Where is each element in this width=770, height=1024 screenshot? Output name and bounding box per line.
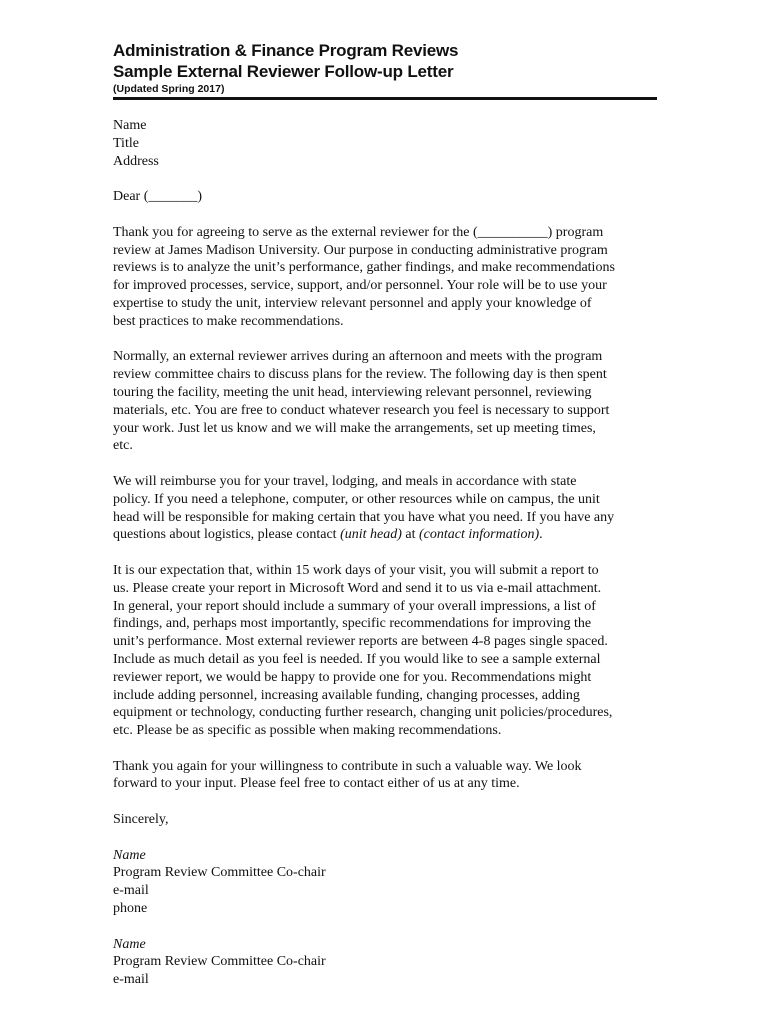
paragraph-3 (113, 473, 673, 544)
paragraph-line: Thank you again for your willingness to contribute in such a valuable way. We look (113, 758, 582, 774)
paragraph-line: include adding personnel, increasing available funding, changing processes, adding (113, 687, 580, 703)
paragraph-line (113, 526, 673, 544)
closing: Sincerely, (113, 812, 169, 828)
paragraph-line: In general, your report should include a summary of your overall impressions, a list of (113, 598, 596, 614)
document-header (113, 40, 657, 100)
signer-name: Name (113, 936, 146, 952)
header-updated-note: (Updated Spring 2017) (113, 83, 225, 95)
paragraph-4 (113, 562, 673, 740)
signer-phone: phone (113, 901, 148, 917)
unit-head-placeholder: (unit head) (340, 527, 402, 543)
recipient-address-block (113, 117, 673, 170)
paragraph-line: Thank you for agreeing to serve as the external reviewer for the (__________) program (113, 224, 604, 240)
paragraph-line: expertise to study the unit, interview relevant personnel and apply your knowledge of (113, 295, 592, 311)
signer-name: Name (113, 847, 146, 863)
paragraph-line: Normally, an external reviewer arrives during an afternoon and meets with the program (113, 349, 603, 365)
recipient-name: Name (113, 118, 147, 133)
contact-information-placeholder: (contact information) (419, 527, 540, 543)
paragraph-line: equipment or technology, conducting further research, changing unit policies/procedures, (113, 705, 613, 721)
paragraph-2 (113, 348, 673, 455)
paragraph-line: your work. Just let us know and we will make the arrangements, set up meeting times, (113, 420, 596, 436)
recipient-address: Address (113, 153, 159, 169)
paragraph-line: materials, etc. You are free to conduct whatever research you feel is necessary to support (113, 402, 610, 418)
signature-block-2 (113, 936, 673, 989)
logistics-suffix: . (539, 527, 543, 543)
paragraph-line: forward to your input. Please feel free to contact either of us at any time. (113, 776, 520, 792)
paragraph-line: for improved processes, service, support, and/or personnel. Your role will be to use your (113, 278, 607, 294)
paragraph-line: findings, and, perhaps most importantly, specific recommendations for improving the (113, 616, 592, 632)
paragraph-line: etc. Please be as specific as possible when making recommendations. (113, 723, 502, 739)
signer-role: Program Review Committee Co-chair (113, 954, 326, 970)
recipient-title: Title (113, 135, 139, 151)
paragraph-line: We will reimburse you for your travel, lodging, and meals in accordance with state (113, 473, 577, 489)
signature-block-1 (113, 847, 673, 918)
header-title-line1: Administration & Finance Program Reviews (113, 41, 459, 60)
paragraph-line: head will be responsible for making certain that you have what you need. If you have any (113, 509, 615, 525)
paragraph-line: best practices to make recommendations. (113, 313, 344, 329)
letter-body (113, 117, 673, 989)
signer-email: e-mail (113, 883, 149, 899)
header-divider (113, 97, 657, 100)
signer-role: Program Review Committee Co-chair (113, 865, 326, 881)
paragraph-line: etc. (113, 438, 133, 454)
header-title-line2: Sample External Reviewer Follow-up Letter (113, 62, 454, 81)
logistics-middle: at (401, 527, 419, 543)
paragraph-line: It is our expectation that, within 15 work days of your visit, you will submit a report to (113, 562, 599, 578)
paragraph-1 (113, 224, 673, 331)
paragraph-line: policy. If you need a telephone, computer, or other resources while on campus, the unit (113, 491, 600, 507)
paragraph-line: review committee chairs to discuss plans for the review. The following day is then spent (113, 367, 607, 383)
paragraph-line: reviewer report, we would be happy to provide one for you. Recommendations might (113, 669, 592, 685)
paragraph-line: reviews is to analyze the unit’s performance, gather findings, and make recommendations (113, 260, 615, 276)
paragraph-line: touring the facility, meeting the unit head, interviewing relevant personnel, reviewing (113, 384, 592, 400)
paragraph-line: Include as much detail as you feel is needed. If you would like to see a sample external (113, 651, 601, 667)
paragraph-line: unit’s performance. Most external reviewer reports are between 4-8 pages single spaced. (113, 634, 608, 650)
paragraph-5 (113, 758, 673, 794)
paragraph-line: review at James Madison University. Our purpose in conducting administrative program (113, 242, 608, 258)
paragraph-line: us. Please create your report in Microsoft Word and send it to us via e-mail attachment. (113, 580, 602, 596)
signer-email: e-mail (113, 972, 149, 988)
logistics-prefix: questions about logistics, please contact (113, 527, 341, 543)
greeting: Dear (_______) (113, 189, 203, 205)
